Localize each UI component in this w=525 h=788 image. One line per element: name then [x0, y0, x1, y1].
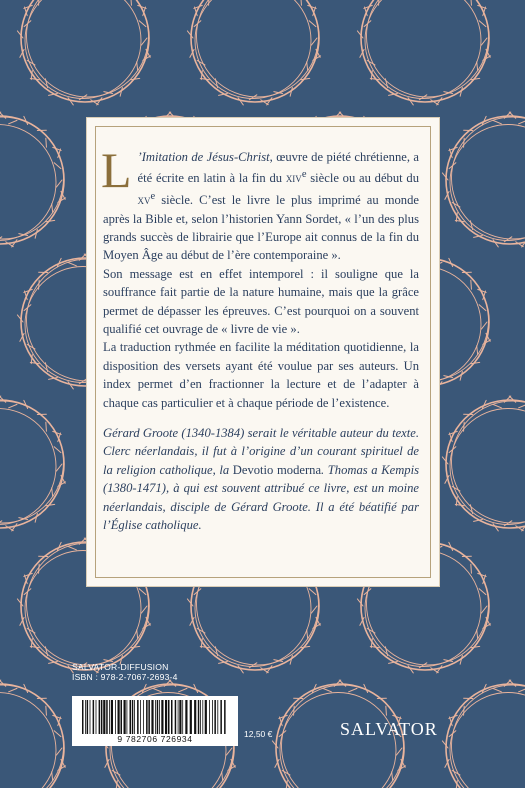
barcode-bar — [132, 700, 134, 734]
barcode-bar — [179, 700, 181, 734]
barcode-bar — [165, 700, 167, 734]
barcode-bar — [143, 700, 144, 734]
barcode-bar — [202, 700, 203, 734]
barcode-bar — [194, 700, 196, 734]
barcode-bar — [200, 700, 201, 734]
barcode-bar — [220, 700, 222, 734]
barcode-bars — [80, 700, 230, 734]
thorn-wreath-icon — [442, 396, 525, 531]
publisher-logo: SALVATOR — [340, 719, 438, 739]
barcode-bar — [171, 700, 173, 734]
barcode-bar — [148, 700, 150, 734]
barcode-bar — [159, 700, 160, 734]
devotio-moderna: Devotio moderna — [232, 462, 322, 477]
thorn-wreath-icon — [442, 680, 525, 788]
paragraph-1-part-b: siècle ou au début du — [306, 171, 420, 186]
barcode-bar — [157, 700, 159, 734]
barcode-bar — [101, 700, 103, 734]
barcode-bar — [137, 700, 139, 734]
author-note — [103, 424, 419, 534]
author-note-part-a: Gérard Groote (1340-1384) serait le véritable auteur du texte. Clerc néerlandais, il fut à l’origine d’un courant spirituel de la religion catholique, la — [103, 426, 419, 477]
barcode-bar — [214, 700, 216, 734]
barcode-bar — [146, 700, 148, 734]
barcode-number: 9 782706 726934 — [117, 734, 193, 744]
barcode-bar — [168, 700, 170, 734]
barcode-bar — [182, 700, 183, 734]
thorn-wreath-icon — [0, 396, 66, 531]
author-note-part-b: . Thomas a Kempis (1380-1471), à qui est souvent attribué ce livre, est un moine néerlandais, disciple de Gérard Groote. Il a été béatifié par l’Église catholique. — [103, 462, 419, 533]
distributor-name: SALVATOR-DIFFUSION — [72, 662, 169, 672]
barcode-bar — [93, 700, 95, 734]
barcode-bar — [178, 700, 179, 734]
book-title: ’Imitation de Jésus-Christ — [137, 150, 270, 164]
barcode-bar — [151, 700, 153, 734]
paragraph-1-part-a: , œuvre de piété chrétienne, a été écrite en latin à la fin du — [137, 150, 419, 186]
barcode-bar — [190, 700, 192, 734]
barcode-bar — [121, 700, 123, 734]
century-15-sup: e — [150, 191, 156, 202]
century-14: xiv — [285, 171, 302, 186]
barcode — [72, 696, 238, 746]
barcode-bar — [82, 700, 84, 734]
barcode-bar — [198, 700, 200, 734]
barcode-bar — [124, 700, 126, 734]
barcode-bar — [85, 700, 86, 734]
thorn-wreath-icon — [442, 112, 525, 247]
barcode-bar — [217, 700, 218, 734]
century-15: xv — [137, 193, 151, 208]
barcode-bar — [212, 700, 213, 734]
barcode-bar — [209, 700, 210, 734]
paragraph-2: Son message est en effet intemporel : il souligne que la souffrance fait partie de la nature humaine, mais que la grâce permet de dépasser les épreuves. C’est pourquoi on a souvent qualifié cet ouvrage de « livre de vie ». — [103, 266, 419, 337]
publisher-info — [72, 662, 178, 683]
barcode-bar — [118, 700, 120, 734]
dropcap-letter: L — [101, 142, 132, 198]
barcode-bar — [155, 700, 156, 734]
text-panel — [87, 118, 439, 586]
barcode-bar — [99, 700, 101, 734]
description-text — [101, 142, 420, 535]
barcode-bar — [109, 700, 110, 734]
century-14-sup: e — [301, 169, 307, 181]
barcode-bar — [106, 700, 108, 734]
isbn-text: ISBN : 978-2-7067-2693-4 — [72, 672, 178, 683]
barcode-bar — [161, 700, 163, 734]
barcode-bar — [103, 700, 105, 734]
paragraph-3: La traduction rythmée en facilite la méditation quotidienne, la disposition des versets ayant été voulue par ses auteurs. Un index permet d’en fractionner la lecture et de l’adapter à chaque cas particulier et à chaque période de l’existence. — [103, 340, 419, 410]
barcode-bar — [175, 700, 177, 734]
barcode-bar — [134, 700, 135, 734]
thorn-wreath-icon — [357, 0, 490, 105]
barcode-bar — [140, 700, 141, 734]
barcode-bar — [87, 700, 89, 734]
price: 12,50 € — [244, 729, 273, 739]
barcode-bar — [96, 700, 97, 734]
barcode-bar — [115, 700, 116, 734]
barcode-bar — [205, 700, 207, 734]
barcode-bar — [130, 700, 132, 734]
thorn-wreath-icon — [0, 680, 66, 788]
paragraph-1 — [101, 142, 420, 265]
barcode-bar — [90, 700, 91, 734]
barcode-bar — [185, 700, 187, 734]
barcode-bar — [224, 700, 226, 734]
barcode-bar — [127, 700, 128, 734]
barcode-bar — [111, 700, 113, 734]
paragraph-1-part-c: siècle. C’est le livre le plus imprimé au monde après la Bible et, selon l’historien Yann Sordet, « l’un des plus grands succès de librairie que l’Europe ait connus de la fin du Moyen Âge au début de l’ère contemporaine ». — [103, 193, 419, 263]
thorn-wreath-icon — [17, 0, 150, 105]
thorn-wreath-icon — [0, 112, 66, 247]
thorn-wreath-icon — [187, 0, 320, 105]
